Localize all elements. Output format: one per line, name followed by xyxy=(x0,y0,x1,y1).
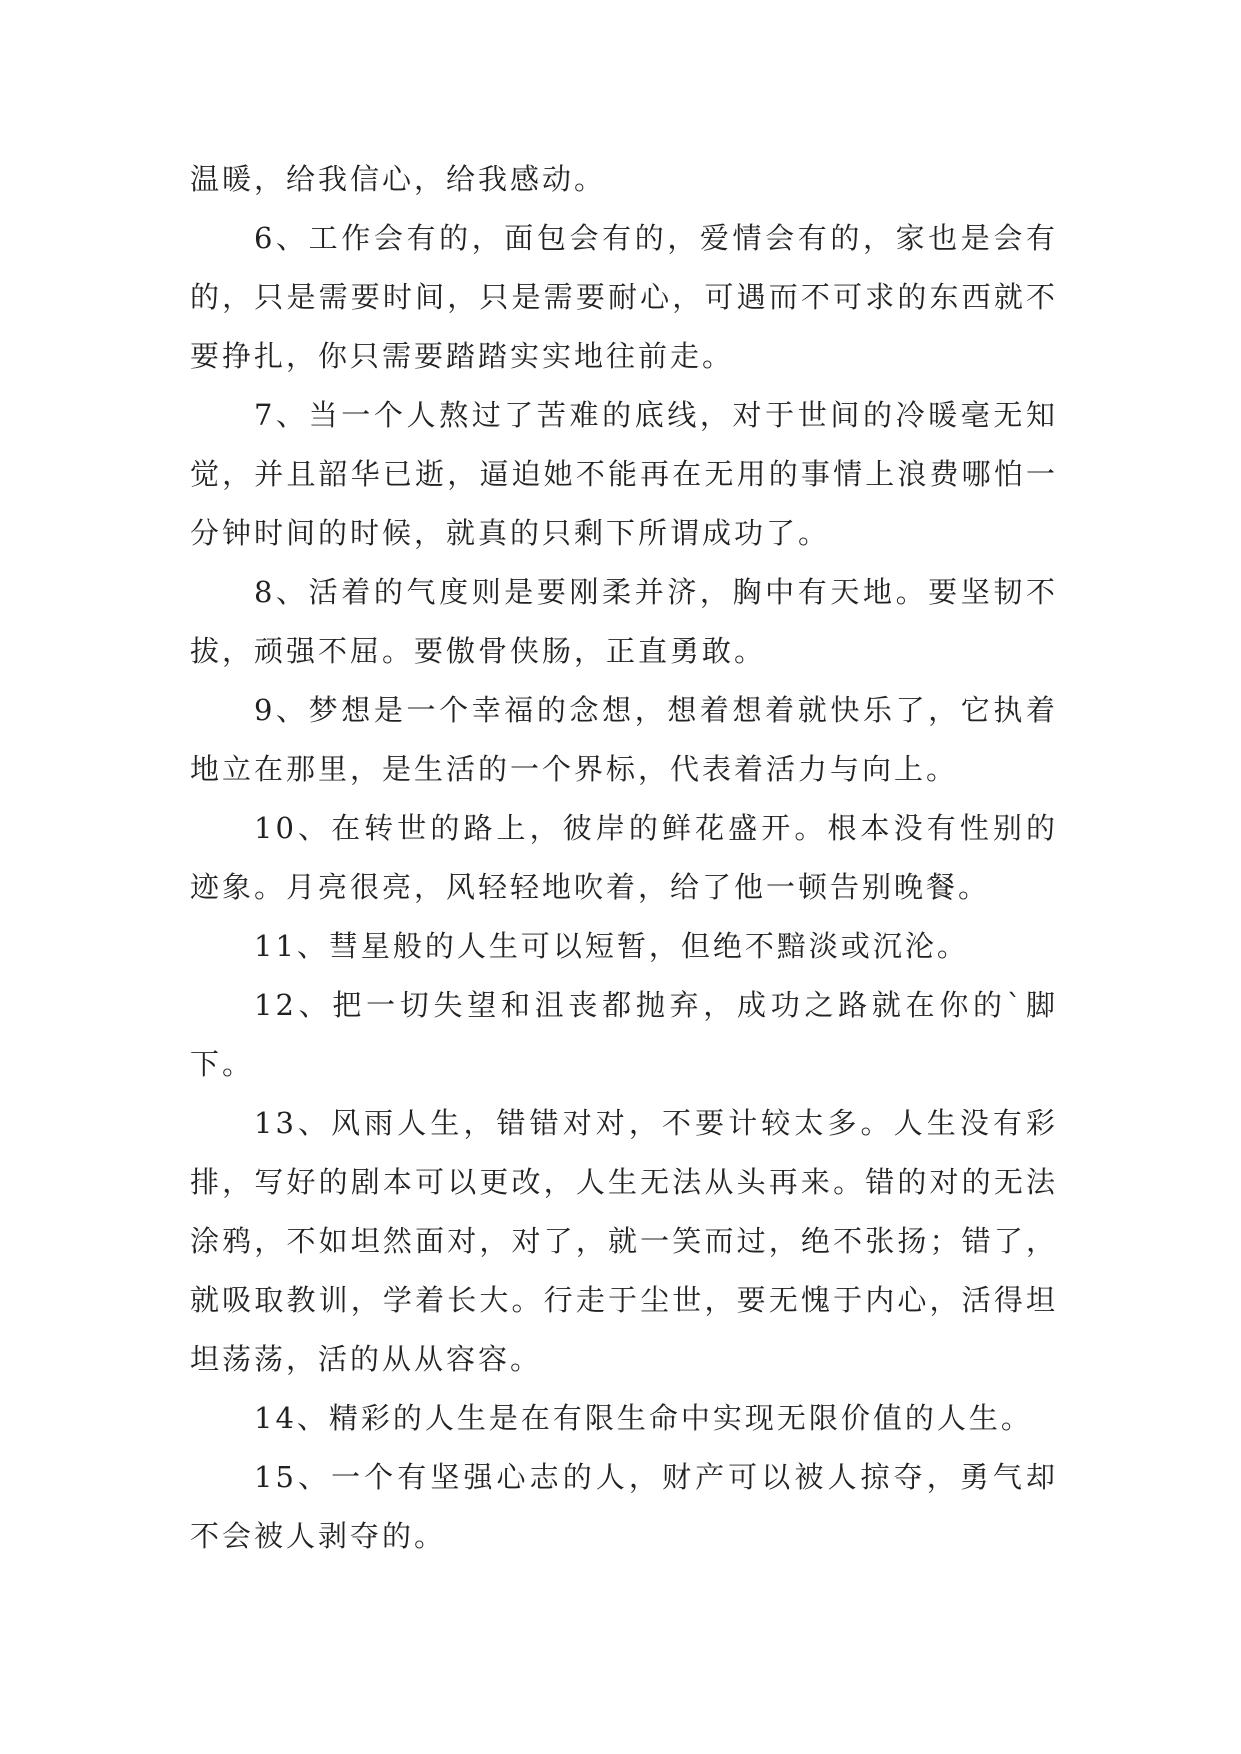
paragraph-12: 12、把一切失望和沮丧都抛弃，成功之路就在你的`脚下。 xyxy=(190,988,1058,1081)
paragraph-15: 15、一个有坚强心志的人，财产可以被人掠夺，勇气却不会被人剥夺的。 xyxy=(190,1460,1058,1553)
paragraph-6: 6、工作会有的，面包会有的，爱情会有的，家也是会有的，只是需要时间，只是需要耐心，可遇而不可求的东西就不要挣扎，你只需要踏踏实实地往前走。 xyxy=(190,221,1058,373)
document-page xyxy=(190,150,1058,1566)
paragraph-11: 11、彗星般的人生可以短暂，但绝不黯淡或沉沦。 xyxy=(254,929,969,963)
paragraph-7: 7、当一个人熬过了苦难的底线，对于世间的冷暖毫无知觉，并且韶华已逝，逼迫她不能再在无用的事情上浪费哪怕一分钟时间的时候，就真的只剩下所谓成功了。 xyxy=(190,398,1058,550)
paragraph-continuation: 温暖，给我信心，给我感动。 xyxy=(190,162,607,196)
paragraph-8: 8、活着的气度则是要刚柔并济，胸中有天地。要坚韧不拔，顽强不屈。要傲骨侠肠，正直勇敢。 xyxy=(190,575,1058,668)
paragraph-14: 14、精彩的人生是在有限生命中实现无限价值的人生。 xyxy=(254,1401,1033,1435)
paragraph-13: 13、风雨人生，错错对对，不要计较太多。人生没有彩排，写好的剧本可以更改，人生无法从头再来。错的对的无法涂鸦，不如坦然面对，对了，就一笑而过，绝不张扬；错了，就吸取教训，学着长大。行走于尘世，要无愧于内心，活得坦坦荡荡，活的从从容容。 xyxy=(190,1106,1058,1376)
paragraph-9: 9、梦想是一个幸福的念想，想着想着就快乐了，它执着地立在那里，是生活的一个界标，代表着活力与向上。 xyxy=(190,693,1058,786)
paragraph-10: 10、在转世的路上，彼岸的鲜花盛开。根本没有性别的迹象。月亮很亮，风轻轻地吹着，给了他一顿告别晚餐。 xyxy=(190,811,1058,904)
